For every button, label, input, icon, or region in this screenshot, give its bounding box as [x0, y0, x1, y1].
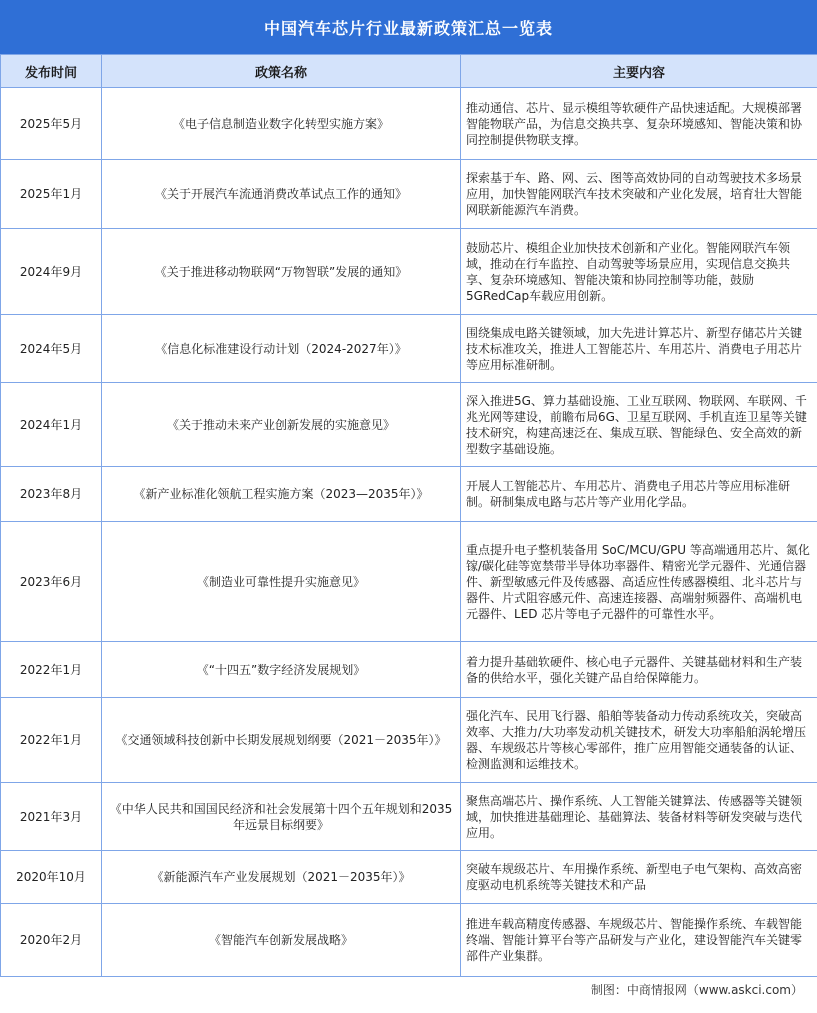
cell-policy-name: 《关于推动未来产业创新发展的实施意见》: [102, 383, 461, 467]
cell-policy-name: 《新产业标准化领航工程实施方案（2023—2035年）》: [102, 467, 461, 522]
cell-policy-name: 《“十四五”数字经济发展规划》: [102, 642, 461, 698]
table-row: [1, 88, 817, 160]
cell-date: 2020年2月: [1, 904, 102, 977]
table-row: [1, 783, 817, 851]
table-row: [1, 467, 817, 522]
cell-content: 开展人工智能芯片、车用芯片、消费电子用芯片等应用标准研制。研制集成电路与芯片等产业用化学品。: [461, 467, 817, 522]
header-date: 发布时间: [1, 55, 102, 88]
cell-content: 强化汽车、民用飞行器、船舶等装备动力传动系统攻关，突破高效率、大推力/大功率发动机关键技术，研发大功率船舶涡轮增压器、车规级芯片等核心零部件，推广应用智能交通装备的认证、检测监测和运维技术。: [461, 698, 817, 783]
cell-content: 围绕集成电路关键领域，加大先进计算芯片、新型存储芯片关键技术标准攻关，推进人工智能芯片、车用芯片、消费电子用芯片等应用标准研制。: [461, 315, 817, 383]
table-row: [1, 160, 817, 229]
table-row: [1, 642, 817, 698]
table-row: [1, 904, 817, 977]
cell-policy-name: 《信息化标准建设行动计划（2024-2027年）》: [102, 315, 461, 383]
cell-date: 2024年5月: [1, 315, 102, 383]
cell-policy-name: 《中华人民共和国国民经济和社会发展第十四个五年规划和2035年远景目标纲要》: [102, 783, 461, 851]
cell-policy-name: 《交通领域科技创新中长期发展规划纲要（2021－2035年）》: [102, 698, 461, 783]
header-name: 政策名称: [102, 55, 461, 88]
cell-policy-name: 《关于开展汽车流通消费改革试点工作的通知》: [102, 160, 461, 229]
cell-content: 突破车规级芯片、车用操作系统、新型电子电气架构、高效高密度驱动电机系统等关键技术和产品: [461, 851, 817, 904]
cell-content: 推动通信、芯片、显示模组等软硬件产品快速适配。大规模部署智能物联产品，为信息交换共享、复杂环境感知、智能决策和协同控制提供物联支撑。: [461, 88, 817, 160]
cell-content: 探索基于车、路、网、云、图等高效协同的自动驾驶技术多场景应用，加快智能网联汽车技术突破和产业化发展，培育壮大智能网联新能源汽车消费。: [461, 160, 817, 229]
cell-date: 2022年1月: [1, 642, 102, 698]
cell-policy-name: 《电子信息制造业数字化转型实施方案》: [102, 88, 461, 160]
cell-policy-name: 《新能源汽车产业发展规划（2021－2035年）》: [102, 851, 461, 904]
table-row: [1, 383, 817, 467]
cell-date: 2024年1月: [1, 383, 102, 467]
cell-date: 2020年10月: [1, 851, 102, 904]
table-row: [1, 698, 817, 783]
source-credit: 制图：中商情报网（www.askci.com）: [590, 983, 803, 997]
cell-date: 2021年3月: [1, 783, 102, 851]
table-row: [1, 522, 817, 642]
cell-policy-name: 《智能汽车创新发展战略》: [102, 904, 461, 977]
cell-content: 着力提升基础软硬件、核心电子元器件、关键基础材料和生产装备的供给水平，强化关键产品自给保障能力。: [461, 642, 817, 698]
policy-table: [0, 54, 817, 977]
cell-content: 聚焦高端芯片、操作系统、人工智能关键算法、传感器等关键领域，加快推进基础理论、基础算法、装备材料等研发突破与迭代应用。: [461, 783, 817, 851]
cell-date: 2024年9月: [1, 229, 102, 315]
cell-date: 2025年1月: [1, 160, 102, 229]
table-row: [1, 851, 817, 904]
header-content: 主要内容: [461, 55, 817, 88]
cell-policy-name: 《制造业可靠性提升实施意见》: [102, 522, 461, 642]
cell-date: 2023年6月: [1, 522, 102, 642]
cell-date: 2025年5月: [1, 88, 102, 160]
cell-date: 2023年8月: [1, 467, 102, 522]
cell-policy-name: 《关于推进移动物联网“万物智联”发展的通知》: [102, 229, 461, 315]
table-row: [1, 229, 817, 315]
table-title: 中国汽车芯片行业最新政策汇总一览表: [0, 0, 817, 54]
cell-content: 推进车载高精度传感器、车规级芯片、智能操作系统、车载智能终端、智能计算平台等产品研发与产业化，建设智能汽车关键零部件产业集群。: [461, 904, 817, 977]
cell-date: 2022年1月: [1, 698, 102, 783]
cell-content: 重点提升电子整机装备用 SoC/MCU/GPU 等高端通用芯片、氮化镓/碳化硅等宽禁带半导体功率器件、精密光学元器件、光通信器件、新型敏感元件及传感器、高适应性传感器模组、北斗芯片与器件、片式阻容感元件、高速连接器、高端射频器件、高端机电元器件、LED 芯片等电子元器件的可靠性水平。: [461, 522, 817, 642]
cell-content: 深入推进5G、算力基础设施、工业互联网、物联网、车联网、千兆光网等建设，前瞻布局6G、卫星互联网、手机直连卫星等关键技术研究，构建高速泛在、集成互联、智能绿色、安全高效的新型数字基础设施。: [461, 383, 817, 467]
table-row: [1, 315, 817, 383]
cell-content: 鼓励芯片、模组企业加快技术创新和产业化。智能网联汽车领域，推动在行车监控、自动驾驶等场景应用，实现信息交换共享、复杂环境感知、智能决策和协同控制等功能，鼓励5GRedCap车载应用创新。: [461, 229, 817, 315]
header-row: [1, 55, 817, 88]
